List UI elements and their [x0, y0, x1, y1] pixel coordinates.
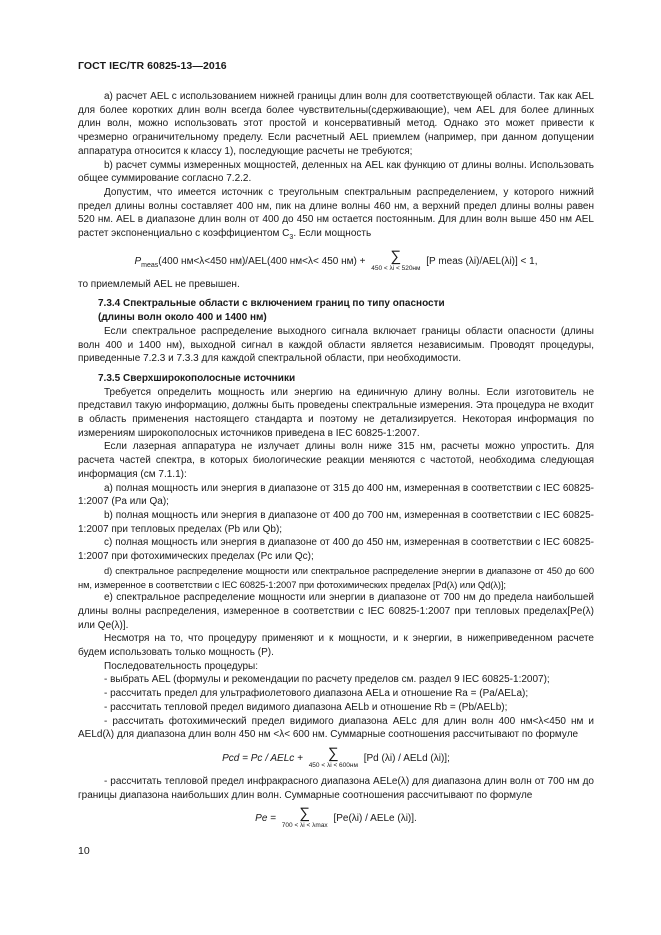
list-item-d: d) спектральное распределение мощности или спектральное распределение энергии в диапазоне от 450 до 600 нм, измеренное в соответствии с IEC 60825-1:2007 при фотохимических пределах [Pd(λ) или Qd(λ)]; [78, 564, 594, 590]
paragraph-sequence: Последовательность процедуры: [104, 660, 259, 672]
section-heading-7-3-4: 7.3.4 Спектральные области с включением границ по типу опасности [98, 298, 445, 310]
paragraph-despite: Несмотря на то, что процедуру применяют и к мощности, и к энергии, в нижеприведенном расчете будем использовать только мощность (P). [78, 633, 594, 659]
step-4: - рассчитать фотохимический предел видимого диапазона AELc для длин волн 400 нм<λ<450 нм и AELd(λ) для диапазона длин волн 450 нм <λ< 600 нм. Суммарные соотношения рассчитывают по формуле [78, 715, 594, 741]
paragraph-a-lower-limit: а) расчет AEL с использованием нижней границы длин волн для соответствующей области. Так как AEL для более коротких длин волн всегда более чувствительны(сдерживающие), чем AEL для более длинных длин волн, можно использовать этот простой и консервативный метод. Однако это может привести к чрезмерно ограничительному пределу. Если расчетный AEL приемлем (например, при данном допущении аппаратура относится к классу 1), последующие расчеты не требуются; [78, 91, 594, 157]
paragraph-required: Требуется определить мощность или энергию на единичную длину волны. Если изготовитель не представил такую информацию, должны быть проведены спектральные измерения. Эта процедура не входит в область применения настоящего стандарта и поэтому не детализируется. Некоторая информация по измерениям широкополосных источников приведена в IEC 60825-1:2007. [78, 386, 594, 439]
list-item-c: с) полная мощность или энергия в диапазоне от 400 до 450 нм, измеренная в соответствии с IEC 60825-1:2007 при фотохимических пределах (Pc или Qc); [78, 537, 594, 563]
step-1: - выбрать AEL (формулы и рекомендации по расчету пределов см. раздел 9 IEC 60825-1:2007); [104, 674, 550, 686]
section-heading-7-3-4-cont: (длины волн около 400 и 1400 нм) [98, 312, 267, 324]
document-body [78, 90, 594, 835]
document-header: ГОСТ IEC/TR 60825-13—2016 [78, 60, 227, 72]
step-5: - рассчитать тепловой предел инфракрасного диапазона AELe(λ) для диапазона длин волн от 700 нм до границы диапазона наибольших длин волн. Суммарные соотношения рассчитывают по формуле [78, 775, 594, 801]
paragraph-spectral-boundary: Если спектральное распределение выходного сигнала включает границы области опасности (длины волн 400 и 1400 нм), выходной сигнал в каждой области является независимым. Проводят процедуры, приведенные 7.2.3 и 7.3.3 для каждой спектральной области, при необходимости. [78, 325, 594, 365]
paragraph-accepted: то приемлемый AEL не превышен. [78, 278, 240, 290]
formula-3: Pe = ∑ 700 < λi < λmax [Pe(λi) / AELe (λi)]. [255, 805, 417, 830]
list-item-a: а) полная мощность или энергия в диапазоне от 315 до 400 нм, измеренная в соответствии с IEC 60825-1:2007 (Pa или Qa); [78, 482, 594, 508]
step-2: - рассчитать предел для ультрафиолетового диапазона AELa и отношение Ra = (Pa/AELa); [104, 688, 529, 700]
sum-symbol: ∑ 700 < λi < λmax [281, 805, 328, 830]
paragraph-assume-source: Допустим, что имеется источник с треугольным спектральным распределением, у которого нижний предел длины волны составляет 400 нм, пик на длине волны 460 нм, а верхний предел длины волны равен 520 нм. AEL в диапазоне длин волн от 400 до 450 нм остается постоянным. Для длин волн выше 450 нм AEL растет экспоненциально с коэффициентом $C_3$. Если мощность [78, 186, 594, 242]
sum-symbol: ∑ 450 < λi < 600нм [308, 744, 358, 769]
section-heading-7-3-5: 7.3.5 Сверхширокополосные источники [98, 372, 296, 384]
step-3: - рассчитать тепловой предел видимого диапазона AELb и отношение Rb = (Pb/AELb); [104, 701, 508, 713]
page-number: 10 [78, 845, 90, 857]
list-item-e: е) спектральное распределение мощности или энергии в диапазоне от 700 нм до предела наибольшей длины волны распределения, измеренное в соответствии с IEC 60825-1:2007 при тепловых пределах[Pe(λ) или Qe(λ)]. [78, 592, 594, 631]
paragraph-b-summation: b) расчет суммы измеренных мощностей, деленных на AEL как функцию от длины волны. Использовать общее суммирование согласно 7.2.2. [78, 159, 594, 185]
sum-symbol: ∑ 450 < λi < 520нм [371, 247, 421, 272]
formula-1: $P_{meas}(400$ нм<λ<450 нм)/AEL(400 нм<λ< 450 нм) + ∑ 450 < λi < 520нм [P meas (λi)/AEL(λi)] < 1, [134, 247, 538, 272]
formula-2: Pcd = Pc / AELc + ∑ 450 < λi < 600нм [Pd (λi) / AELd (λi)]; [222, 744, 450, 769]
list-item-b: b) полная мощность или энергия в диапазоне от 400 до 700 нм, измеренная в соответствии с IEC 60825-1:2007 при тепловых пределах (Pb или Qb); [78, 509, 594, 535]
paragraph-laser: Если лазерная аппаратура не излучает длины волн ниже 315 нм, расчеты можно упростить. Для расчета частей спектра, в которых биологические реакции меняются с частотой, необходима следующая информация (см 7.1.1): [78, 441, 594, 480]
